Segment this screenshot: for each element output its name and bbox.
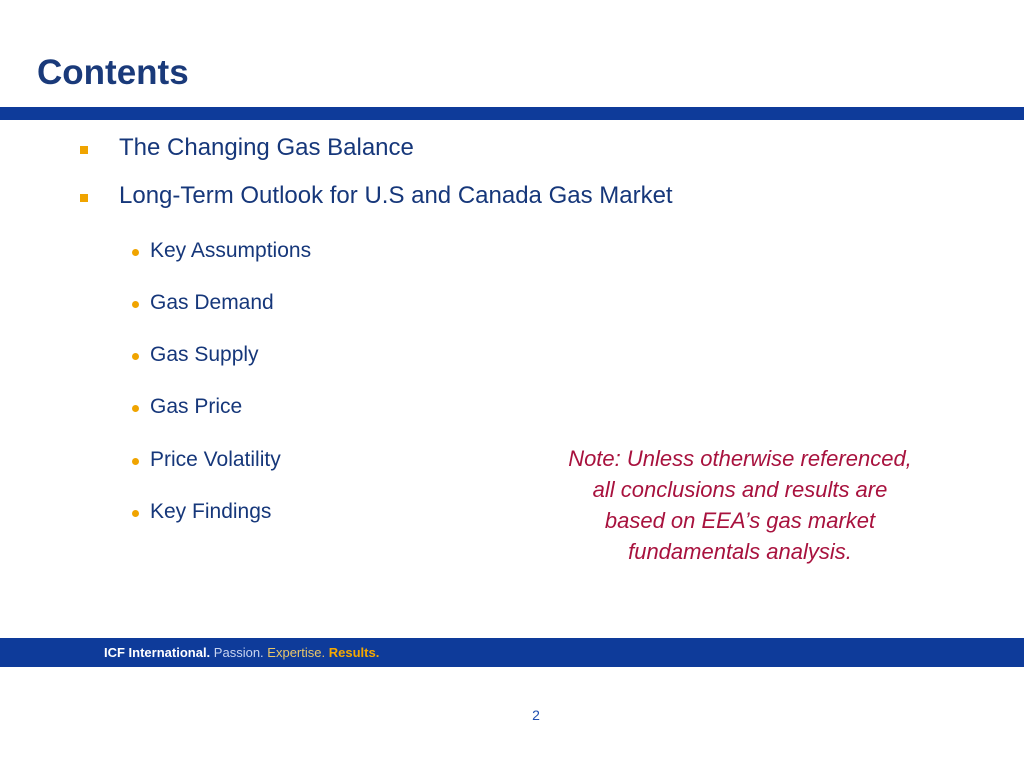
- footnote-line: all conclusions and results are: [592, 477, 888, 502]
- sub-list-item: [132, 446, 281, 474]
- page-number: 2: [532, 707, 540, 723]
- dot-bullet-icon: [132, 301, 139, 308]
- sub-list-item: [132, 341, 259, 369]
- tagline-expertise: Expertise.: [267, 645, 326, 660]
- sub-list-item: [132, 393, 242, 421]
- company-name: ICF International.: [104, 645, 211, 660]
- list-item-label: Long-Term Outlook for U.S and Canada Gas Market: [119, 182, 673, 209]
- slide-title: Contents: [37, 53, 189, 92]
- dot-bullet-icon: [132, 458, 139, 465]
- sub-list-item: [132, 289, 274, 317]
- footnote-line: based on EEA’s gas market: [604, 508, 876, 533]
- footer-band: [0, 638, 1024, 667]
- dot-bullet-icon: [132, 405, 139, 412]
- sub-list-item-label: Key Findings: [150, 500, 272, 523]
- sub-list-item-label: Gas Demand: [150, 291, 274, 314]
- company-tagline: [104, 645, 379, 660]
- tagline-results: Results.: [328, 645, 380, 660]
- dot-bullet-icon: [132, 249, 139, 256]
- dot-bullet-icon: [132, 353, 139, 360]
- sub-list-item: [132, 498, 271, 526]
- sub-list-item-label: Key Assumptions: [150, 239, 312, 262]
- sub-list-item: [132, 237, 311, 265]
- sub-list-item-label: Price Volatility: [150, 448, 281, 471]
- list-item: [80, 132, 414, 164]
- sub-list-item-label: Gas Price: [150, 395, 243, 418]
- dot-bullet-icon: [132, 510, 139, 517]
- square-bullet-icon: [80, 146, 88, 154]
- footnote-line: Note: Unless otherwise referenced,: [568, 446, 912, 471]
- footnote-line: fundamentals analysis.: [628, 539, 852, 564]
- square-bullet-icon: [80, 194, 88, 202]
- sub-list-item-label: Gas Supply: [150, 343, 259, 366]
- list-item: [80, 180, 673, 212]
- tagline-passion: Passion.: [213, 645, 264, 660]
- footnote: [520, 443, 960, 567]
- list-item-label: The Changing Gas Balance: [119, 134, 414, 161]
